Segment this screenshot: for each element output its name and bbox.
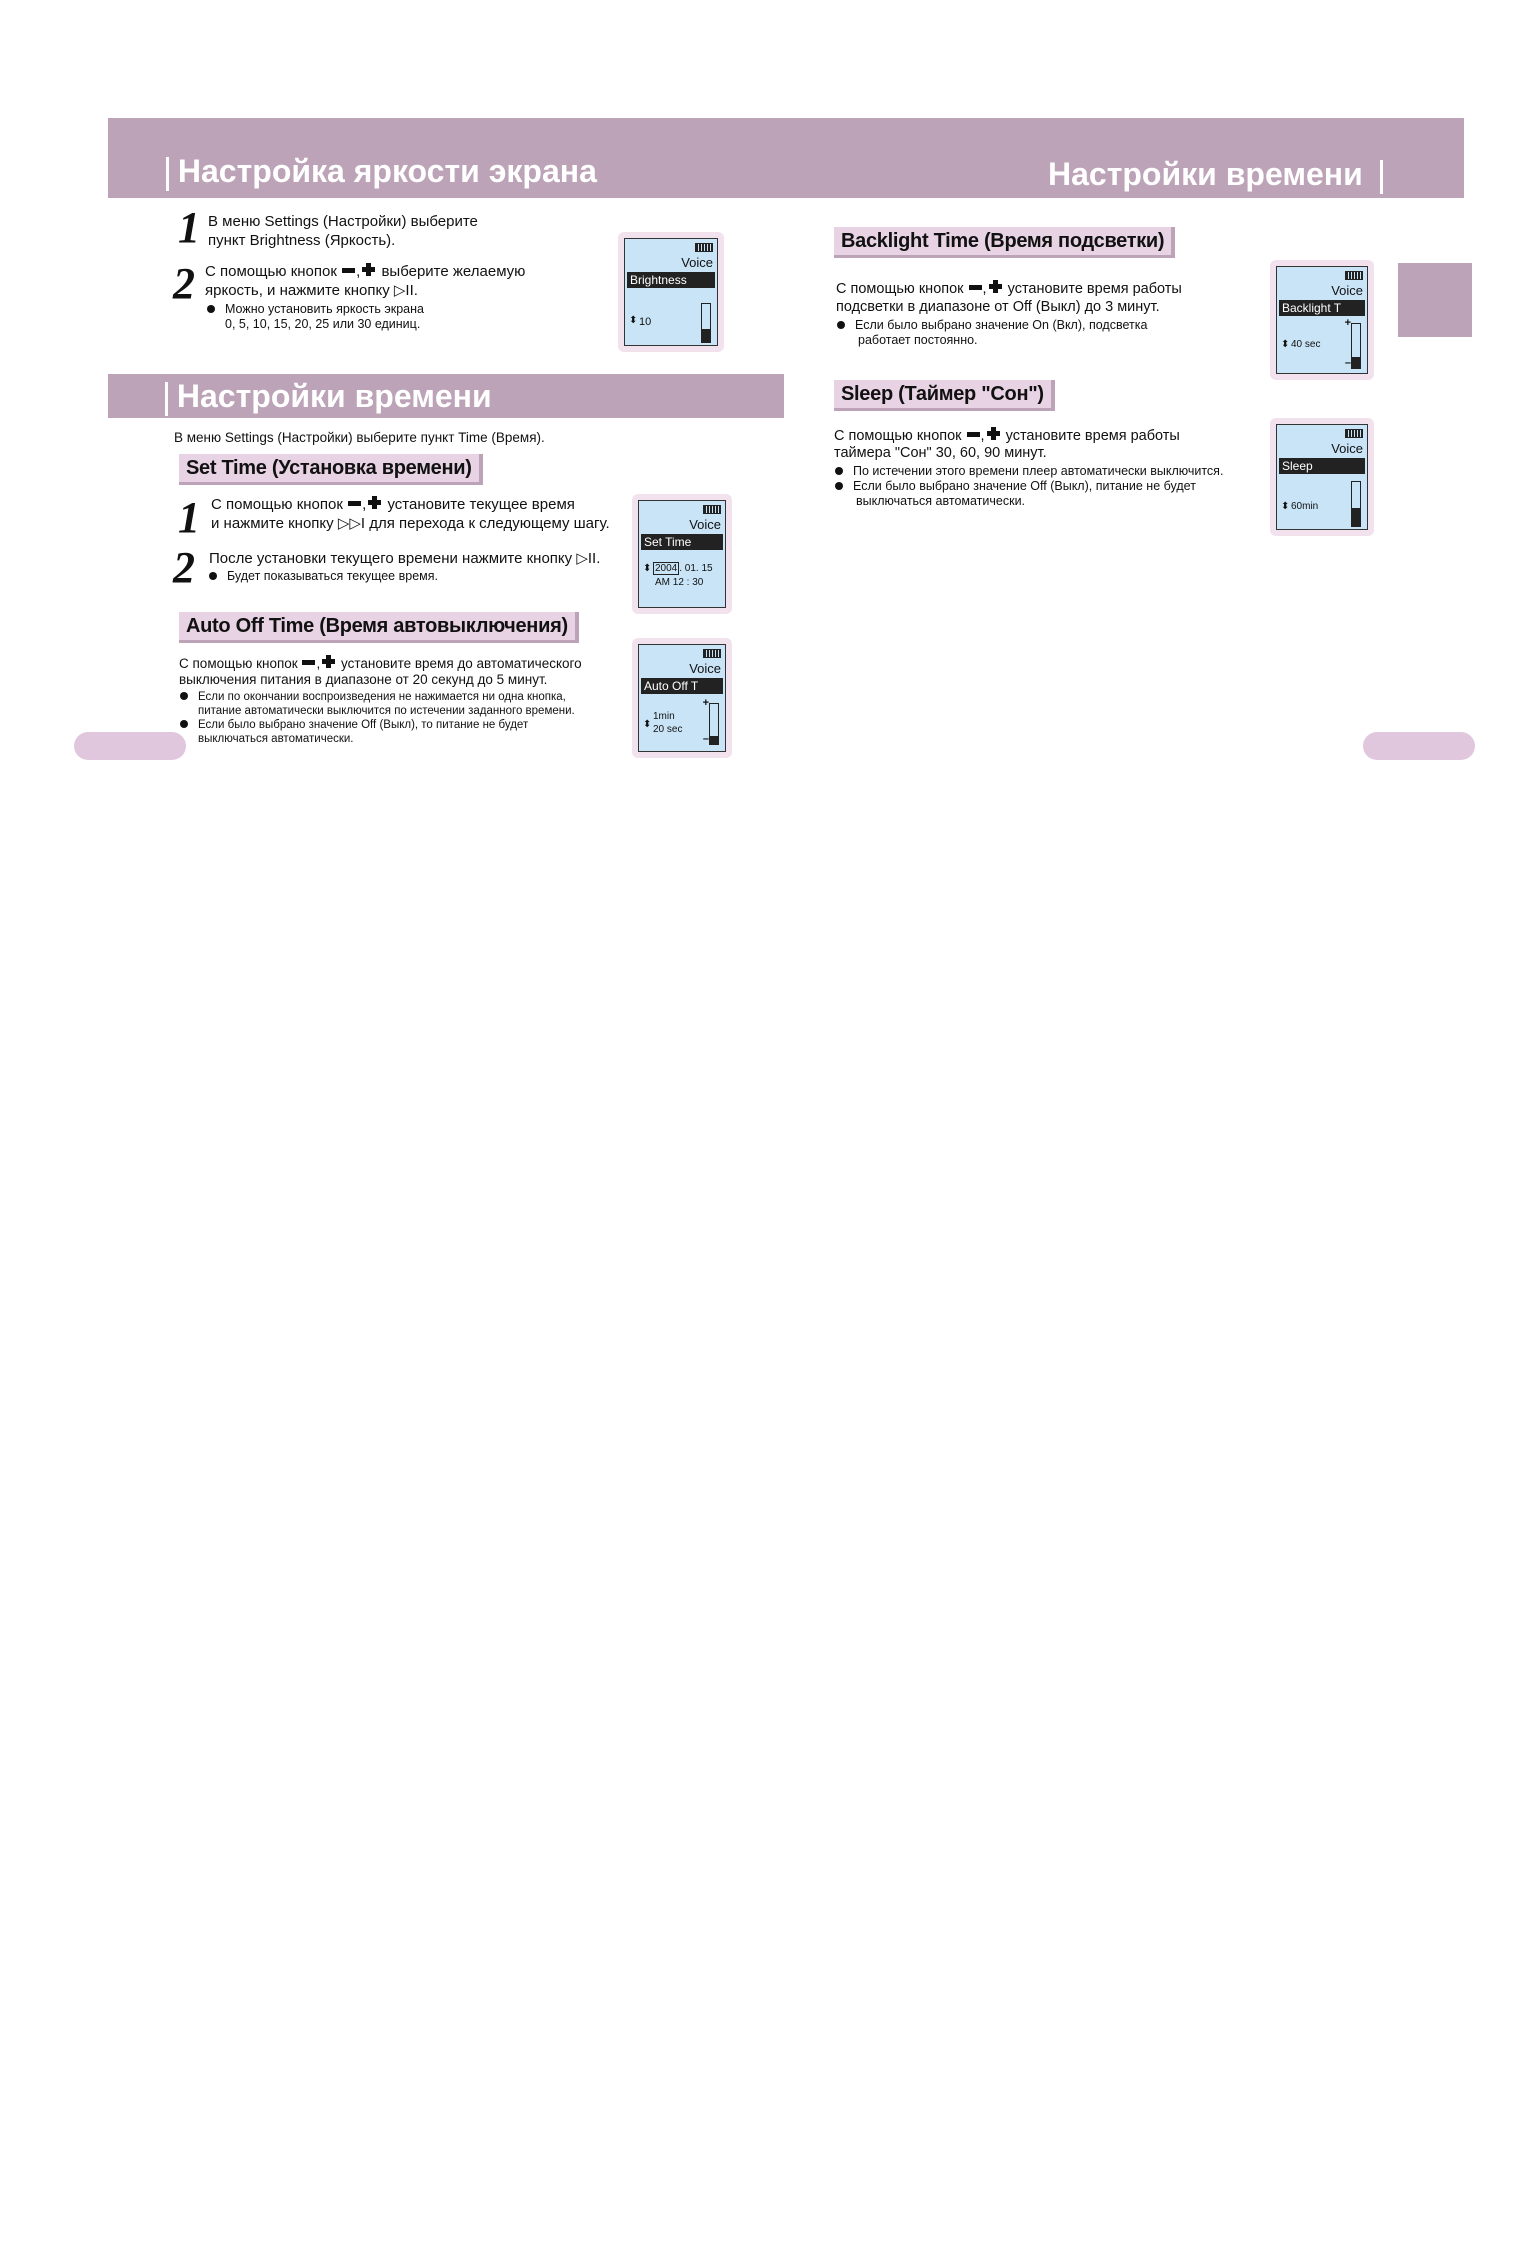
selected-menu-item: Sleep	[1279, 458, 1365, 474]
title-bar-divider	[165, 382, 168, 416]
note-text: По истечении этого времени плеер автоматически выключится.	[853, 464, 1224, 478]
voice-label: Voice	[689, 661, 721, 676]
step-text: пункт Brightness (Яркость).	[208, 232, 396, 249]
year-field: 2004	[655, 563, 678, 574]
battery-icon	[1345, 429, 1363, 438]
auto-off-device-screen	[632, 638, 732, 758]
screen-value: 40 sec	[1291, 339, 1321, 350]
lcd-screen	[1276, 424, 1368, 530]
step-number-1: 1	[178, 203, 200, 252]
step-number-2: 2	[173, 543, 195, 592]
sleep-text: С помощью кнопок , установите время работы таймера "Сон" 30, 60, 90 минут.	[834, 428, 1180, 461]
left-page-number-pill	[74, 732, 186, 760]
right-page-number-pill	[1363, 732, 1475, 760]
level-fill	[1352, 508, 1360, 526]
body-text: таймера "Сон" 30, 60, 90 минут.	[834, 445, 1047, 461]
level-fill	[702, 329, 710, 342]
title-bar-divider	[1380, 160, 1383, 194]
plus-icon: +	[702, 697, 709, 709]
step-text: установите текущее время	[387, 496, 575, 513]
left-title-text: Настройка яркости экрана	[177, 153, 597, 189]
lcd-screen	[638, 500, 726, 608]
bullet-icon	[180, 692, 188, 700]
minus-button-icon	[302, 660, 315, 665]
step-text: С помощью кнопок	[205, 263, 337, 280]
plus-button-icon	[989, 280, 1002, 293]
level-slider	[701, 303, 711, 343]
time-intro: В меню Settings (Настройки) выберите пункт Time (Время).	[174, 430, 545, 445]
up-down-arrow-icon: ⬍	[643, 563, 652, 574]
level-slider	[1351, 481, 1361, 527]
backlight-note	[837, 318, 1147, 348]
up-down-arrow-icon: ⬍	[1281, 501, 1290, 512]
voice-label: Voice	[681, 255, 713, 270]
auto-off-heading: Auto Off Time (Время автовыключения)	[179, 612, 579, 643]
body-text: С помощью кнопок	[834, 428, 962, 444]
note-text: Если было выбрано значение Off (Выкл), то питание не будет	[198, 719, 529, 731]
note-text: Если было выбрано значение Off (Выкл), питание не будет	[853, 479, 1196, 493]
bullet-icon	[837, 321, 845, 329]
step-number-2: 2	[173, 259, 195, 308]
set-time-step1: С помощью кнопок , установите текущее время и нажмите кнопку ▷▷I для перехода к следующему шагу.	[211, 496, 610, 532]
brightness-device-screen	[618, 232, 724, 352]
bullet-icon	[209, 572, 217, 580]
note-text: выключаться автоматически.	[198, 733, 354, 745]
step-text: выберите желаемую	[381, 263, 526, 280]
step-number-1: 1	[178, 493, 200, 542]
battery-icon	[1345, 271, 1363, 280]
brightness-step1	[208, 212, 478, 250]
right-title-text: Настройки времени	[1048, 156, 1363, 192]
bullet-icon	[835, 467, 843, 475]
voice-label: Voice	[1331, 441, 1363, 456]
note-text: работает постоянно.	[858, 333, 978, 347]
plus-button-icon	[322, 655, 335, 668]
selected-menu-item: Set Time	[641, 534, 723, 550]
time-section-title-text: Настройки времени	[176, 378, 492, 414]
plus-button-icon	[362, 263, 375, 276]
auto-off-text: С помощью кнопок , установите время до автоматического выключения питания в диапазоне от 20 секунд до 5 минут.	[179, 656, 582, 687]
screen-date	[653, 563, 713, 574]
brightness-note	[207, 302, 424, 332]
note-text: Можно установить яркость экрана	[225, 302, 424, 316]
step-text: С помощью кнопок	[211, 496, 343, 513]
voice-label: Voice	[689, 517, 721, 532]
battery-icon	[695, 243, 713, 252]
body-text: установите время работы	[1007, 281, 1182, 297]
body-text: подсветки в диапазоне от Off (Выкл) до 3 минут.	[836, 299, 1160, 315]
note-text: Если было выбрано значение On (Вкл), подсветка	[855, 318, 1148, 332]
note-text: Если по окончании воспроизведения не нажимается ни одна кнопка,	[198, 691, 566, 703]
screen-value: 10	[639, 316, 652, 328]
battery-icon	[703, 649, 721, 658]
set-time-heading: Set Time (Установка времени)	[179, 454, 483, 485]
screen-time: AM 12 : 30	[655, 577, 704, 588]
backlight-text: С помощью кнопок , установите время работы подсветки в диапазоне от Off (Выкл) до 3 минут.	[836, 281, 1182, 315]
minus-button-icon	[967, 432, 980, 437]
selected-menu-item: Auto Off T	[641, 678, 723, 694]
minus-icon: –	[702, 733, 709, 745]
bullet-icon	[180, 720, 188, 728]
screen-value: 20 sec	[653, 724, 683, 735]
plus-icon: +	[1344, 317, 1351, 329]
battery-icon	[703, 505, 721, 514]
level-slider	[709, 703, 719, 745]
note-text: Будет показываться текущее время.	[227, 569, 438, 583]
body-text: С помощью кнопок	[179, 656, 298, 671]
auto-off-notes	[180, 690, 575, 746]
bullet-icon	[835, 482, 843, 490]
right-page-title	[1048, 158, 1383, 194]
sleep-heading: Sleep (Таймер "Сон")	[834, 380, 1055, 411]
level-slider	[1351, 323, 1361, 369]
step-text: В меню Settings (Настройки) выберите	[208, 213, 478, 230]
lcd-screen	[1276, 266, 1368, 374]
body-text: установите время до автоматического	[341, 656, 582, 671]
minus-icon: –	[1344, 357, 1351, 369]
sleep-device-screen	[1270, 418, 1374, 536]
side-tab-marker	[1398, 263, 1472, 337]
level-fill	[1352, 357, 1360, 368]
up-down-arrow-icon: ⬍	[643, 719, 652, 730]
screen-value: 1min	[653, 711, 675, 722]
left-page-title	[166, 155, 597, 191]
backlight-device-screen	[1270, 260, 1374, 380]
note-text: выключаться автоматически.	[856, 494, 1026, 508]
screen-value: 60min	[1291, 501, 1319, 512]
step-text: яркость, и нажмите кнопку ▷II.	[205, 282, 418, 299]
minus-button-icon	[969, 285, 982, 290]
plus-button-icon	[987, 427, 1000, 440]
sleep-notes	[835, 464, 1223, 509]
time-section-title	[165, 380, 492, 416]
set-time-note	[209, 569, 438, 584]
backlight-heading: Backlight Time (Время подсветки)	[834, 227, 1175, 258]
body-text: С помощью кнопок	[836, 281, 964, 297]
voice-label: Voice	[1331, 283, 1363, 298]
minus-button-icon	[342, 268, 355, 273]
lcd-screen	[638, 644, 726, 752]
minus-button-icon	[348, 501, 361, 506]
date-rest: . 01. 15	[679, 563, 713, 574]
level-fill	[710, 736, 718, 744]
body-text: установите время работы	[1005, 428, 1180, 444]
plus-button-icon	[368, 496, 381, 509]
brightness-step2: С помощью кнопок , выберите желаемую яркость, и нажмите кнопку ▷II.	[205, 263, 526, 299]
note-text: 0, 5, 10, 15, 20, 25 или 30 единиц.	[225, 317, 421, 331]
selected-menu-item: Brightness	[627, 272, 715, 288]
up-down-arrow-icon: ⬍	[629, 315, 638, 326]
step-text: и нажмите кнопку ▷▷I для перехода к следующему шагу.	[211, 515, 610, 532]
bullet-icon	[207, 305, 215, 313]
body-text: выключения питания в диапазоне от 20 секунд до 5 минут.	[179, 672, 548, 687]
note-text: питание автоматически выключится по истечении заданного времени.	[198, 705, 575, 717]
selected-menu-item: Backlight T	[1279, 300, 1365, 316]
title-bar-divider	[166, 157, 169, 191]
lcd-screen	[624, 238, 718, 346]
up-down-arrow-icon: ⬍	[1281, 339, 1290, 350]
set-time-device-screen	[632, 494, 732, 614]
set-time-step2: После установки текущего времени нажмите кнопку ▷II.	[209, 550, 601, 567]
